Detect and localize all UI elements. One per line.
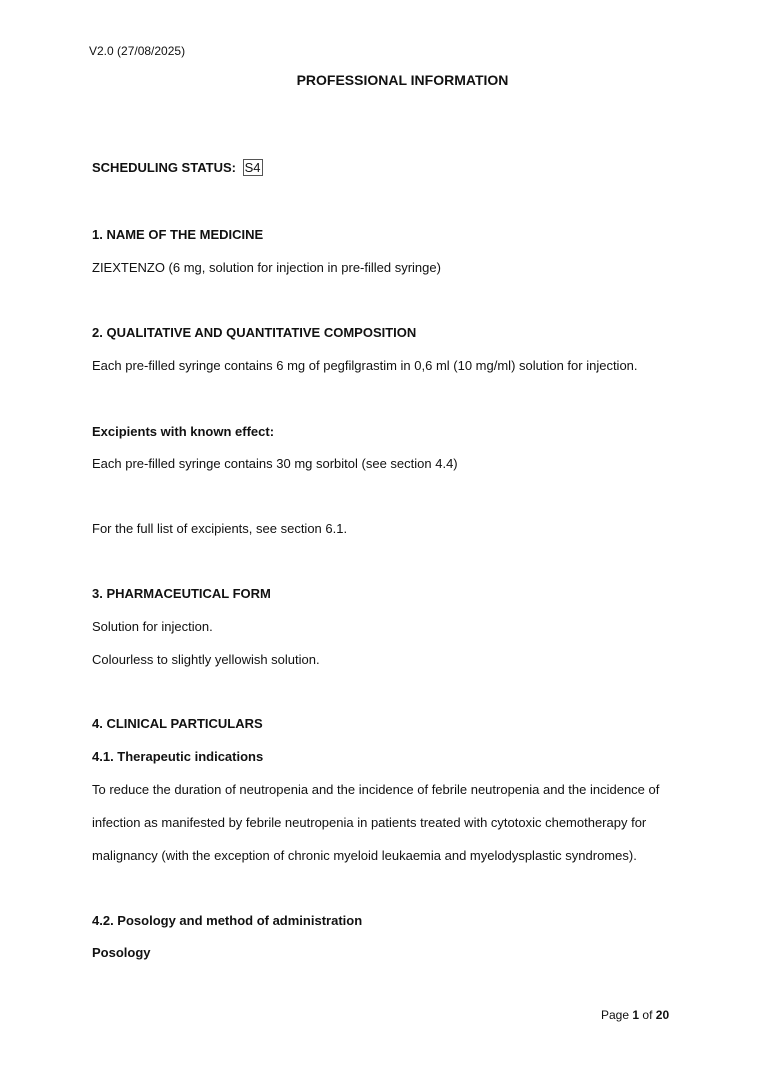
section-4-2-heading: 4.2. Posology and method of administration (92, 913, 363, 928)
section-4-heading: 4. CLINICAL PARTICULARS (92, 716, 263, 731)
section-4-1-line: malignancy (with the exception of chronic myeloid leukaemia and myelodysplastic syndromes). (92, 848, 637, 863)
posology-heading: Posology (92, 945, 151, 960)
section-3-line-1: Solution for injection. (92, 619, 213, 634)
scheduling-status-value: S4 (244, 160, 261, 175)
section-1-heading: 1. NAME OF THE MEDICINE (92, 227, 264, 242)
section-3-line-2: Colourless to slightly yellowish solution. (92, 652, 320, 667)
section-2-heading: 2. QUALITATIVE AND QUANTITATIVE COMPOSITION (92, 325, 417, 340)
scheduling-status (92, 159, 263, 176)
scheduling-status-label: SCHEDULING STATUS: (92, 160, 236, 175)
page-word: Page (601, 1008, 630, 1022)
section-4-1-heading: 4.1. Therapeutic indications (92, 749, 264, 764)
page-total: 20 (655, 1008, 670, 1022)
excipients-text: Each pre-filled syringe contains 30 mg sorbitol (see section 4.4) (92, 456, 458, 471)
page-current: 1 (632, 1008, 640, 1022)
section-4-1-line: infection as manifested by febrile neutropenia in patients treated with cytotoxic chemotherapy for (92, 815, 647, 830)
document-version: V2.0 (27/08/2025) (89, 44, 186, 58)
page-number (601, 1008, 669, 1022)
excipients-heading: Excipients with known effect: (92, 424, 275, 439)
section-4-1-line: To reduce the duration of neutropenia and the incidence of febrile neutropenia and the incidence of (92, 782, 660, 797)
document-title: PROFESSIONAL INFORMATION (296, 72, 509, 88)
excipients-full-list: For the full list of excipients, see section 6.1. (92, 521, 348, 536)
of-word: of (642, 1008, 653, 1022)
section-1-text: ZIEXTENZO (6 mg, solution for injection in pre-filled syringe) (92, 260, 441, 275)
section-3-heading: 3. PHARMACEUTICAL FORM (92, 586, 271, 601)
section-2-text: Each pre-filled syringe contains 6 mg of pegfilgrastim in 0,6 ml (10 mg/ml) solution for injection. (92, 358, 638, 373)
